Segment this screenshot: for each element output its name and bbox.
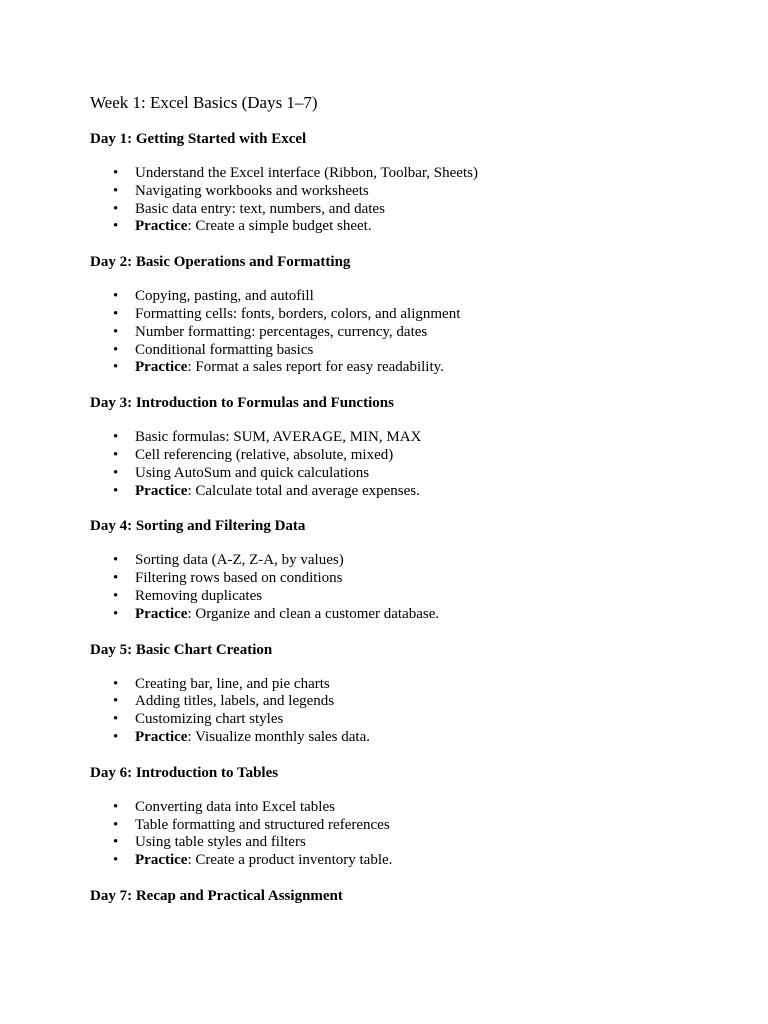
- day-title: Day 5: Basic Chart Creation: [90, 641, 273, 658]
- practice-item: [135, 483, 730, 501]
- topic-list: [90, 165, 730, 236]
- practice-text: : Visualize monthly sales data.: [187, 728, 371, 745]
- practice-text: : Organize and clean a customer database.: [187, 605, 440, 622]
- topic-item: • Removing duplicates: [135, 588, 730, 606]
- document-page: [90, 92, 730, 922]
- practice-label: Practice: [135, 482, 188, 499]
- topic-item: • Understand the Excel interface (Ribbon, Toolbar, Sheets): [135, 165, 730, 183]
- topic-list: [90, 288, 730, 377]
- topic-item: • Using table styles and filters: [135, 834, 730, 852]
- practice-item: [135, 729, 730, 747]
- topic-list: [90, 429, 730, 500]
- topic-item: • Table formatting and structured references: [135, 817, 730, 835]
- topic-item: • Formatting cells: fonts, borders, colors, and alignment: [135, 306, 730, 324]
- practice-label: Practice: [135, 218, 188, 235]
- day-title: Day 7: Recap and Practical Assignment: [90, 887, 343, 904]
- days-list: [90, 129, 730, 906]
- practice-text: : Calculate total and average expenses.: [187, 482, 420, 499]
- practice-item: [135, 852, 730, 870]
- practice-label: Practice: [135, 728, 188, 745]
- topic-list: [90, 799, 730, 870]
- day-title: Day 6: Introduction to Tables: [90, 764, 279, 781]
- topic-item: • Copying, pasting, and autofill: [135, 288, 730, 306]
- practice-label: Practice: [135, 359, 188, 376]
- practice-label: Practice: [135, 852, 188, 869]
- topic-item: • Converting data into Excel tables: [135, 799, 730, 817]
- practice-label: Practice: [135, 605, 188, 622]
- topic-item: • Adding titles, labels, and legends: [135, 693, 730, 711]
- topic-item: • Using AutoSum and quick calculations: [135, 465, 730, 483]
- practice-item: [135, 218, 730, 236]
- topic-item: • Navigating workbooks and worksheets: [135, 183, 730, 201]
- topic-item: • Creating bar, line, and pie charts: [135, 676, 730, 694]
- day-section: [90, 640, 730, 747]
- topic-item: • Sorting data (A-Z, Z-A, by values): [135, 552, 730, 570]
- topic-item: • Number formatting: percentages, currency, dates: [135, 324, 730, 342]
- day-title: Day 3: Introduction to Formulas and Functions: [90, 395, 394, 412]
- topic-item: • Conditional formatting basics: [135, 342, 730, 360]
- day-section: [90, 763, 730, 870]
- topic-item: • Filtering rows based on conditions: [135, 570, 730, 588]
- day-section: [90, 129, 730, 236]
- day-section: [90, 516, 730, 623]
- practice-item: [135, 606, 730, 624]
- week-title: Week 1: Excel Basics (Days 1–7): [90, 93, 318, 112]
- topic-list: [90, 676, 730, 747]
- day-title: Day 1: Getting Started with Excel: [90, 131, 307, 147]
- topic-item: • Basic data entry: text, numbers, and dates: [135, 201, 730, 219]
- topic-item: • Basic formulas: SUM, AVERAGE, MIN, MAX: [135, 429, 730, 447]
- topic-item: • Customizing chart styles: [135, 711, 730, 729]
- practice-text: : Create a simple budget sheet.: [187, 218, 372, 235]
- day-section: [90, 252, 730, 377]
- practice-text: : Format a sales report for easy readability.: [187, 359, 444, 376]
- day-section: [90, 886, 730, 906]
- day-title: Day 2: Basic Operations and Formatting: [90, 254, 351, 271]
- practice-text: : Create a product inventory table.: [187, 852, 393, 869]
- day-title: Day 4: Sorting and Filtering Data: [90, 518, 306, 535]
- day-section: [90, 393, 730, 500]
- practice-item: [135, 359, 730, 377]
- topic-list: [90, 552, 730, 623]
- topic-item: • Cell referencing (relative, absolute, mixed): [135, 447, 730, 465]
